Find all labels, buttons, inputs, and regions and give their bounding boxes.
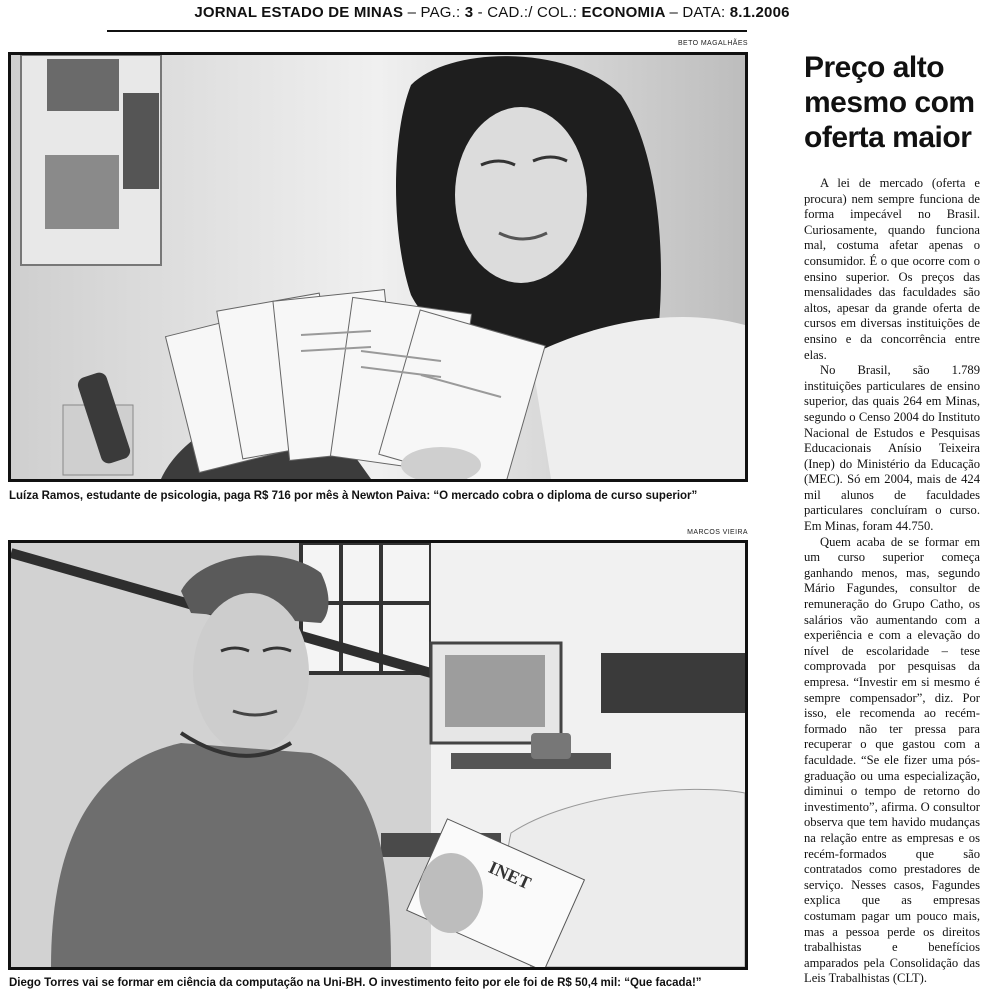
article-paragraph: No Brasil, são 1.789 instituições particulares de ensino superior, das quais 264 em Minas, segundo o Censo 2004 do Instituto Nacional de Estudos e Pesquisas Educacionais Anísio Teixeira (Inep) do Ministério da Educação (MEC). Só em 2004, mais de 424 mil alunos de faculdades particulares concluíram o curso. Em Minas, foram 44.750. bbox=[804, 363, 980, 534]
article-paragraph: Quem acaba de se formar em um curso superior começa ganhando menos, mas, segundo Mário Fagundes, consultor de remuneração do Grupo Catho, os salários vão aumentando com a experiência e com a elevação do nível de escolaridade – tese comprovada por pesquisas da empresa. “Investir em si mesmo é sempre compensador”, diz. Por isso, ele recomenda ao recém-formado não ter pressa para recuperar o que gastou com a faculdade. “Se ele fizer uma pós-graduação ou uma especialização, diminui o tempo de retorno do investimento”, afirma. O consultor observa que tem havido mudanças na relação entre as empresas e os recém-formados que são contratados como prestadores de serviço. Nesses casos, Fagundes explica que as empresas costumam pagar um pouco mais, mas a pessoa perde os direitos trabalhistas e benefícios amparados pela Consolidação das Leis Trabalhistas (CLT). bbox=[804, 534, 980, 986]
photo2-caption: Diego Torres vai se formar em ciência da computação na Uni-BH. O investimento feito por ele foi de R$ 50,4 mil: “Que facada!” bbox=[9, 977, 702, 989]
photo1-caption: Luíza Ramos, estudante de psicologia, paga R$ 716 por mês à Newton Paiva: “O mercado cobra o diploma de curso superior” bbox=[9, 490, 698, 502]
article-body bbox=[804, 176, 980, 987]
page-number: 3 bbox=[464, 4, 474, 21]
column-label: - CAD.:/ COL.: bbox=[477, 4, 578, 21]
article-headline: Preço alto mesmo com oferta maior bbox=[804, 51, 975, 154]
date-label: – DATA: bbox=[669, 4, 726, 21]
column-name: ECONOMIA bbox=[581, 4, 666, 21]
header-rule bbox=[107, 30, 747, 32]
photo-diego-torres bbox=[8, 540, 748, 970]
article-paragraph: A lei de mercado (oferta e procura) nem sempre funciona de forma impecável no Brasil. Curiosamente, quando funciona mal, costuma afetar apenas o consumidor. É o que ocorre com o ensino superior. Os preços das mensalidades das faculdades são altos, apesar da grande oferta de cursos em diversas instituições de ensino e da concorrência entre elas. bbox=[804, 176, 980, 362]
clipping-header bbox=[0, 4, 984, 26]
photo2-illustration bbox=[11, 543, 745, 967]
photo1-credit: BETO MAGALHÃES bbox=[677, 40, 748, 47]
paper-label: INET bbox=[485, 857, 535, 894]
photo2-credit: MARCOS VIEIRA bbox=[687, 529, 748, 536]
journal-name: JORNAL ESTADO DE MINAS bbox=[194, 4, 404, 21]
clipping-date: 8.1.2006 bbox=[729, 4, 790, 21]
page-label: – PAG.: bbox=[407, 4, 461, 21]
photo-luiza-ramos bbox=[8, 52, 748, 482]
photo1-illustration bbox=[11, 55, 745, 479]
